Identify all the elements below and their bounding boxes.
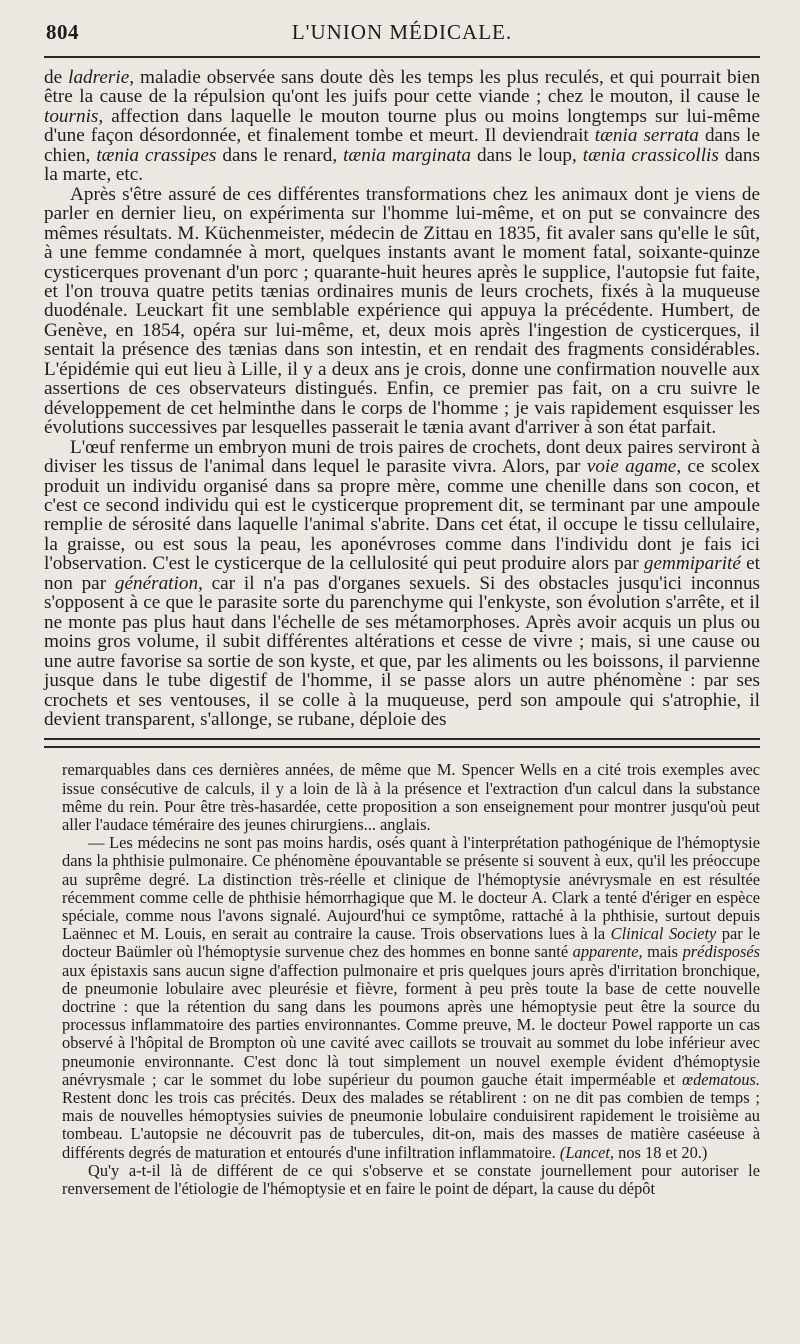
section-divider xyxy=(44,738,760,748)
journal-title: L'UNION MÉDICALE. xyxy=(291,20,513,44)
paragraph: — Les médecins ne sont pas moins hardis, osés quant à l'interprétation pathogénique de l'hémoptysie dans la phthisie pulmonaire. Ce phénomène épouvantable se présente si souvent à eux, qu'il les préoccupe au suprême degré. La distinction très-réelle et clinique de l'hémoptysie anévrysmale en est résultée récemment comme celle de phthisie hémorrhagique que M. le docteur A. Clark a tenté d'ériger en espèce spéciale, comme nous l'avons signalé. Aujourd'hui ce symptôme, rattaché à la phthisie, surtout depuis Laënnec et M. Louis, en serait au contraire la cause. Trois observations lues à la Clinical Society par le docteur Baümler où l'hémoptysie survenue chez des hommes en bonne santé apparente, mais prédisposés aux épistaxis sans aucun signe d'affection pulmonaire et pris quelques jours après d'irritation bronchique, de pneumonie lobulaire avec pleurésie et fièvre, forment à peu près toute la base de cette nouvelle doctrine : que la rétention du sang dans les poumons après une hémoptysie peut être la source du processus inflammatoire des parties environnantes. Comme preuve, M. le docteur Powel rapporte un cas observé à l'hôpital de Brompton où une cavité avec caillots se trouvait au sommet du lobe inférieur avec pneumonie environnante. C'est donc là tout simplement un nouvel exemple évident d'hémoptysie anévrysmale ; car le sommet du lobe supérieur du poumon gauche était imperméable et œdematous. Restent donc les trois cas précités. Deux des malades se rétablirent : on ne dit pas combien de temps ; mais de nouvelles hémoptysies suivies de pneumonie lobulaire conduisirent rapidement le troisième au tombeau. L'autopsie ne découvrit pas de tubercules, dit-on, mais des masses de matière caséeuse à différents degrés de maturation et entourés d'une infiltration inflammatoire. (Lancet, nos 18 et 20.) xyxy=(62,833,761,1162)
paragraph: de ladrerie, maladie observée sans doute dès les temps les plus reculés, et qui pourrait bien être la cause de la répulsion qu'ont les juifs pour cette viande ; chez le mouton, il cause le tournis, affection dans laquelle le mouton tourne plus ou moins longtemps sur lui-même d'une façon désordonnée, et finalement tombe et meurt. Il deviendrait tænia serrata dans le chien, tænia crassipes dans le renard, tænia marginata dans le loup, tænia crassicollis dans la marte, etc. xyxy=(44,67,760,186)
paragraph: Après s'être assuré de ces différentes transformations chez les animaux dont je viens de parler en dernier lieu, on expérimenta sur l'homme lui-même, et on put se convaincre des mêmes résultats. M. Küchenmeister, médecin de Zittau en 1835, fit avaler sans qu'elle le sût, à une femme condamnée à mort, quelques instants avant le moment fatal, soixante-quinze cysticerques provenant d'un porc ; quarante-huit heures après le supplice, l'autopsie fut faite, et l'on trouva quatre petits tænias ordinaires munis de leurs crochets, fixés à la muqueuse duodénale. Leuckart fit une semblable expérience qui appuya la précédente. Humbert, de Genève, en 1854, opéra sur lui-même, et, deux mois après l'ingestion de cysticerques, il sentait la présence des tænias dans son intestin, et en rendait des fragments considérables. L'épidémie qui eut lieu à Lille, il y a deux ans je crois, donne une confirmation nouvelle aux assertions de ces observateurs distingués. Enfin, ce premier pas fait, on a cru suivre le développement de cet helminthe dans le corps de l'homme ; je vais rapidement esquisser les évolutions successives par lesquelles passerait le tænia avant d'arriver à son état parfait. xyxy=(44,183,760,439)
page-number: 804 xyxy=(46,20,79,44)
feuilleton-text xyxy=(44,761,760,1198)
main-article-text xyxy=(44,68,760,729)
paragraph: L'œuf renferme un embryon muni de trois paires de crochets, dont deux paires serviront à diviser les tissus de l'animal dans lequel le parasite vivra. Alors, par voie agame, ce scolex produit un individu organisé dans sa propre mère, comme une chenille dans son cocon, et c'est ce second individu qui est le cysticerque proprement dit, se terminant par une ampoule remplie de sérosité dans laquelle l'animal s'abrite. Dans cet état, il occupe le tissu cellulaire, la graisse, ou est sous la peau, les aponévroses comme dans l'individu dont je fais ici l'observation. C'est le cysticerque de la cellulosité qui peut produire alors par gemmiparité et non par génération, car il n'a pas d'organes sexuels. Si des obstacles jusqu'ici inconnus s'opposent à ce que le parasite sorte du parenchyme qui l'enkyste, son évolution s'arrête, et il ne monte pas plus haut dans l'échelle de ses métamorphoses. Après avoir acquis un plus ou moins gros volume, il subit différentes altérations et cesse de vivre ; mais, si une cause ou une autre favorise sa sortie de son kyste, et que, par les aliments ou les boissons, il parvienne jusque dans le tube digestif de l'homme, il se passe alors un autre phénomène : par ses crochets et ses ventouses, il se colle à la muqueuse, perd son ampoule qui s'atrophie, il devient transparent, s'allonge, se rubane, déploie des xyxy=(44,436,761,730)
paragraph: remarquables dans ces dernières années, de même que M. Spencer Wells en a cité trois exemples avec issue consécutive de calculs, il y a loin de là à la présence et l'extraction d'un calcul dans la substance même du rein. Pour être très-hasardée, cette proposition a son enseignement pour montrer jusqu'où peut aller l'audace téméraire des jeunes chirurgiens... anglais. xyxy=(62,760,760,835)
paragraph: Qu'y a-t-il là de différent de ce qui s'observe et se constate journellement pour autoriser le renversement de l'étiologie de l'hémoptysie et en faire le point de départ, la cause du dépôt xyxy=(62,1160,760,1199)
header-rule xyxy=(44,56,760,58)
page-header xyxy=(44,14,760,48)
